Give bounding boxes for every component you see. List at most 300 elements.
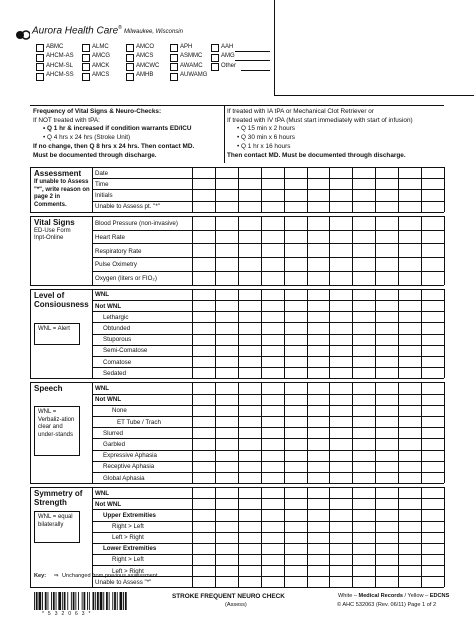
grid-entry-cell[interactable] [216, 488, 237, 497]
grid-entry-cell[interactable] [216, 346, 237, 355]
grid-entry-cell[interactable] [216, 577, 237, 586]
grid-entry-cell[interactable] [399, 510, 420, 519]
grid-entry-cell[interactable] [308, 244, 329, 256]
grid-entry-cell[interactable] [330, 406, 351, 415]
grid-entry-cell[interactable] [239, 488, 260, 497]
grid-entry-cell[interactable] [399, 428, 420, 437]
grid-entry-cell[interactable] [353, 217, 374, 229]
grid-entry-cell[interactable] [330, 168, 351, 177]
grid-entry-cell[interactable] [353, 290, 374, 299]
grid-entry-cell[interactable] [262, 406, 283, 415]
grid-entry-cell[interactable] [422, 417, 443, 426]
grid-entry-cell[interactable] [422, 488, 443, 497]
grid-entry-cell[interactable] [422, 566, 443, 575]
grid-entry-cell[interactable] [216, 217, 237, 229]
grid-entry-cell[interactable] [262, 244, 283, 256]
grid-entry-cell[interactable] [353, 451, 374, 460]
grid-entry-cell[interactable] [376, 244, 397, 256]
grid-entry-cell[interactable] [422, 231, 443, 243]
grid-entry-cell[interactable] [285, 346, 306, 355]
grid-entry-cell[interactable] [216, 555, 237, 564]
facility-checkbox[interactable] [82, 54, 90, 62]
grid-entry-cell[interactable] [422, 499, 443, 508]
grid-entry-cell[interactable] [399, 577, 420, 586]
grid-entry-cell[interactable] [330, 357, 351, 366]
grid-entry-cell[interactable] [330, 346, 351, 355]
grid-entry-cell[interactable] [308, 346, 329, 355]
grid-entry-cell[interactable] [285, 473, 306, 482]
grid-entry-cell[interactable] [376, 522, 397, 531]
grid-entry-cell[interactable] [376, 462, 397, 471]
grid-entry-cell[interactable] [399, 566, 420, 575]
grid-entry-cell[interactable] [399, 217, 420, 229]
grid-entry-cell[interactable] [239, 290, 260, 299]
grid-entry-cell[interactable] [193, 510, 214, 519]
grid-entry-cell[interactable] [216, 323, 237, 332]
grid-entry-cell[interactable] [308, 488, 329, 497]
grid-entry-cell[interactable] [239, 357, 260, 366]
grid-entry-cell[interactable] [330, 555, 351, 564]
grid-entry-cell[interactable] [239, 499, 260, 508]
grid-entry-cell[interactable] [285, 522, 306, 531]
grid-entry-cell[interactable] [376, 179, 397, 188]
grid-entry-cell[interactable] [399, 522, 420, 531]
grid-entry-cell[interactable] [285, 272, 306, 284]
grid-entry-cell[interactable] [422, 522, 443, 531]
grid-entry-cell[interactable] [353, 357, 374, 366]
grid-entry-cell[interactable] [285, 439, 306, 448]
grid-entry-cell[interactable] [285, 406, 306, 415]
grid-entry-cell[interactable] [285, 244, 306, 256]
grid-entry-cell[interactable] [353, 395, 374, 404]
grid-entry-cell[interactable] [193, 312, 214, 321]
grid-entry-cell[interactable] [239, 577, 260, 586]
grid-entry-cell[interactable] [193, 368, 214, 377]
grid-entry-cell[interactable] [399, 202, 420, 211]
grid-entry-cell[interactable] [262, 510, 283, 519]
grid-entry-cell[interactable] [308, 383, 329, 392]
grid-entry-cell[interactable] [308, 417, 329, 426]
grid-entry-cell[interactable] [353, 510, 374, 519]
grid-entry-cell[interactable] [308, 566, 329, 575]
grid-entry-cell[interactable] [376, 555, 397, 564]
grid-entry-cell[interactable] [330, 323, 351, 332]
grid-entry-cell[interactable] [376, 168, 397, 177]
grid-entry-cell[interactable] [239, 544, 260, 553]
grid-entry-cell[interactable] [262, 488, 283, 497]
grid-entry-cell[interactable] [399, 473, 420, 482]
grid-entry-cell[interactable] [216, 335, 237, 344]
grid-entry-cell[interactable] [239, 395, 260, 404]
grid-entry-cell[interactable] [193, 190, 214, 199]
grid-entry-cell[interactable] [239, 462, 260, 471]
grid-entry-cell[interactable] [193, 231, 214, 243]
grid-entry-cell[interactable] [262, 451, 283, 460]
grid-entry-cell[interactable] [193, 417, 214, 426]
grid-entry-cell[interactable] [239, 217, 260, 229]
grid-entry-cell[interactable] [308, 312, 329, 321]
facility-checkbox[interactable] [170, 54, 178, 62]
grid-entry-cell[interactable] [308, 522, 329, 531]
grid-entry-cell[interactable] [308, 406, 329, 415]
grid-entry-cell[interactable] [262, 301, 283, 310]
grid-entry-cell[interactable] [399, 488, 420, 497]
grid-entry-cell[interactable] [353, 428, 374, 437]
grid-entry-cell[interactable] [422, 544, 443, 553]
grid-entry-cell[interactable] [353, 202, 374, 211]
facility-checkbox[interactable] [170, 44, 178, 52]
grid-entry-cell[interactable] [193, 290, 214, 299]
grid-entry-cell[interactable] [193, 462, 214, 471]
grid-entry-cell[interactable] [285, 451, 306, 460]
grid-entry-cell[interactable] [330, 499, 351, 508]
grid-entry-cell[interactable] [330, 462, 351, 471]
grid-entry-cell[interactable] [308, 577, 329, 586]
grid-entry-cell[interactable] [308, 323, 329, 332]
grid-entry-cell[interactable] [399, 258, 420, 270]
facility-checkbox[interactable] [126, 54, 134, 62]
grid-entry-cell[interactable] [216, 451, 237, 460]
grid-entry-cell[interactable] [353, 272, 374, 284]
grid-entry-cell[interactable] [353, 312, 374, 321]
grid-entry-cell[interactable] [422, 346, 443, 355]
grid-entry-cell[interactable] [353, 190, 374, 199]
grid-entry-cell[interactable] [376, 323, 397, 332]
grid-entry-cell[interactable] [262, 462, 283, 471]
grid-entry-cell[interactable] [262, 428, 283, 437]
grid-entry-cell[interactable] [376, 301, 397, 310]
grid-entry-cell[interactable] [353, 499, 374, 508]
grid-entry-cell[interactable] [376, 190, 397, 199]
grid-entry-cell[interactable] [353, 179, 374, 188]
grid-entry-cell[interactable] [376, 406, 397, 415]
grid-entry-cell[interactable] [285, 290, 306, 299]
grid-entry-cell[interactable] [193, 577, 214, 586]
grid-entry-cell[interactable] [239, 522, 260, 531]
grid-entry-cell[interactable] [239, 406, 260, 415]
grid-entry-cell[interactable] [216, 406, 237, 415]
grid-entry-cell[interactable] [422, 323, 443, 332]
grid-entry-cell[interactable] [330, 428, 351, 437]
facility-checkbox[interactable] [36, 63, 44, 71]
facility-checkbox[interactable] [211, 54, 219, 62]
grid-entry-cell[interactable] [239, 312, 260, 321]
grid-entry-cell[interactable] [193, 346, 214, 355]
grid-entry-cell[interactable] [193, 544, 214, 553]
grid-entry-cell[interactable] [193, 244, 214, 256]
grid-entry-cell[interactable] [193, 217, 214, 229]
grid-entry-cell[interactable] [216, 190, 237, 199]
grid-entry-cell[interactable] [262, 439, 283, 448]
grid-entry-cell[interactable] [353, 258, 374, 270]
grid-entry-cell[interactable] [262, 555, 283, 564]
facility-write-in-line[interactable] [241, 70, 270, 71]
grid-entry-cell[interactable] [422, 335, 443, 344]
grid-entry-cell[interactable] [239, 510, 260, 519]
grid-entry-cell[interactable] [262, 202, 283, 211]
grid-entry-cell[interactable] [399, 368, 420, 377]
grid-entry-cell[interactable] [262, 217, 283, 229]
grid-entry-cell[interactable] [422, 312, 443, 321]
grid-entry-cell[interactable] [216, 428, 237, 437]
grid-entry-cell[interactable] [285, 488, 306, 497]
grid-entry-cell[interactable] [193, 428, 214, 437]
grid-entry-cell[interactable] [308, 301, 329, 310]
grid-entry-cell[interactable] [285, 577, 306, 586]
grid-entry-cell[interactable] [285, 301, 306, 310]
grid-entry-cell[interactable] [262, 179, 283, 188]
grid-entry-cell[interactable] [239, 428, 260, 437]
grid-entry-cell[interactable] [216, 272, 237, 284]
grid-entry-cell[interactable] [353, 566, 374, 575]
grid-entry-cell[interactable] [399, 383, 420, 392]
grid-entry-cell[interactable] [239, 473, 260, 482]
grid-entry-cell[interactable] [399, 231, 420, 243]
grid-entry-cell[interactable] [376, 488, 397, 497]
grid-entry-cell[interactable] [308, 533, 329, 542]
grid-entry-cell[interactable] [239, 323, 260, 332]
grid-entry-cell[interactable] [262, 533, 283, 542]
grid-entry-cell[interactable] [285, 368, 306, 377]
grid-entry-cell[interactable] [262, 473, 283, 482]
grid-entry-cell[interactable] [285, 544, 306, 553]
grid-entry-cell[interactable] [376, 473, 397, 482]
grid-entry-cell[interactable] [330, 417, 351, 426]
grid-entry-cell[interactable] [239, 179, 260, 188]
grid-entry-cell[interactable] [193, 357, 214, 366]
grid-entry-cell[interactable] [216, 566, 237, 575]
grid-entry-cell[interactable] [308, 290, 329, 299]
grid-entry-cell[interactable] [193, 451, 214, 460]
grid-entry-cell[interactable] [285, 510, 306, 519]
grid-entry-cell[interactable] [376, 290, 397, 299]
grid-entry-cell[interactable] [330, 231, 351, 243]
grid-entry-cell[interactable] [193, 272, 214, 284]
facility-checkbox[interactable] [82, 44, 90, 52]
grid-entry-cell[interactable] [422, 190, 443, 199]
grid-entry-cell[interactable] [376, 312, 397, 321]
grid-entry-cell[interactable] [216, 258, 237, 270]
facility-checkbox[interactable] [36, 73, 44, 81]
grid-entry-cell[interactable] [308, 335, 329, 344]
grid-entry-cell[interactable] [216, 395, 237, 404]
grid-entry-cell[interactable] [376, 510, 397, 519]
grid-entry-cell[interactable] [422, 473, 443, 482]
grid-entry-cell[interactable] [262, 417, 283, 426]
grid-entry-cell[interactable] [216, 301, 237, 310]
grid-entry-cell[interactable] [193, 566, 214, 575]
grid-entry-cell[interactable] [330, 258, 351, 270]
grid-entry-cell[interactable] [262, 577, 283, 586]
grid-entry-cell[interactable] [285, 179, 306, 188]
facility-checkbox[interactable] [170, 63, 178, 71]
grid-entry-cell[interactable] [376, 428, 397, 437]
facility-checkbox[interactable] [211, 63, 219, 71]
grid-entry-cell[interactable] [353, 488, 374, 497]
grid-entry-cell[interactable] [193, 555, 214, 564]
grid-entry-cell[interactable] [285, 190, 306, 199]
grid-entry-cell[interactable] [353, 244, 374, 256]
grid-entry-cell[interactable] [308, 168, 329, 177]
facility-checkbox[interactable] [126, 44, 134, 52]
grid-entry-cell[interactable] [330, 179, 351, 188]
grid-entry-cell[interactable] [399, 346, 420, 355]
grid-entry-cell[interactable] [285, 231, 306, 243]
grid-entry-cell[interactable] [216, 290, 237, 299]
grid-entry-cell[interactable] [399, 533, 420, 542]
grid-entry-cell[interactable] [399, 406, 420, 415]
grid-entry-cell[interactable] [330, 395, 351, 404]
grid-entry-cell[interactable] [399, 244, 420, 256]
grid-entry-cell[interactable] [422, 244, 443, 256]
grid-entry-cell[interactable] [376, 357, 397, 366]
grid-entry-cell[interactable] [330, 217, 351, 229]
grid-entry-cell[interactable] [285, 217, 306, 229]
grid-entry-cell[interactable] [422, 290, 443, 299]
grid-entry-cell[interactable] [262, 346, 283, 355]
grid-entry-cell[interactable] [308, 368, 329, 377]
grid-entry-cell[interactable] [330, 335, 351, 344]
grid-entry-cell[interactable] [193, 473, 214, 482]
grid-entry-cell[interactable] [216, 522, 237, 531]
grid-entry-cell[interactable] [330, 510, 351, 519]
grid-entry-cell[interactable] [330, 488, 351, 497]
grid-entry-cell[interactable] [193, 488, 214, 497]
facility-checkbox[interactable] [126, 73, 134, 81]
grid-entry-cell[interactable] [308, 462, 329, 471]
grid-entry-cell[interactable] [239, 368, 260, 377]
grid-entry-cell[interactable] [262, 258, 283, 270]
grid-entry-cell[interactable] [422, 577, 443, 586]
grid-entry-cell[interactable] [239, 451, 260, 460]
grid-entry-cell[interactable] [262, 357, 283, 366]
grid-entry-cell[interactable] [308, 499, 329, 508]
grid-entry-cell[interactable] [422, 179, 443, 188]
grid-entry-cell[interactable] [285, 533, 306, 542]
grid-entry-cell[interactable] [353, 555, 374, 564]
grid-entry-cell[interactable] [330, 368, 351, 377]
grid-entry-cell[interactable] [216, 168, 237, 177]
grid-entry-cell[interactable] [262, 544, 283, 553]
grid-entry-cell[interactable] [216, 202, 237, 211]
grid-entry-cell[interactable] [422, 428, 443, 437]
grid-entry-cell[interactable] [399, 179, 420, 188]
grid-entry-cell[interactable] [285, 566, 306, 575]
grid-entry-cell[interactable] [330, 383, 351, 392]
grid-entry-cell[interactable] [239, 272, 260, 284]
grid-entry-cell[interactable] [330, 577, 351, 586]
grid-entry-cell[interactable] [422, 258, 443, 270]
grid-entry-cell[interactable] [193, 258, 214, 270]
grid-entry-cell[interactable] [399, 439, 420, 448]
grid-entry-cell[interactable] [262, 323, 283, 332]
grid-entry-cell[interactable] [285, 323, 306, 332]
grid-entry-cell[interactable] [330, 244, 351, 256]
grid-entry-cell[interactable] [376, 202, 397, 211]
grid-entry-cell[interactable] [308, 231, 329, 243]
grid-entry-cell[interactable] [422, 383, 443, 392]
grid-entry-cell[interactable] [308, 202, 329, 211]
grid-entry-cell[interactable] [285, 202, 306, 211]
grid-entry-cell[interactable] [422, 406, 443, 415]
grid-entry-cell[interactable] [239, 168, 260, 177]
grid-entry-cell[interactable] [262, 190, 283, 199]
grid-entry-cell[interactable] [308, 510, 329, 519]
grid-entry-cell[interactable] [262, 368, 283, 377]
grid-entry-cell[interactable] [285, 168, 306, 177]
grid-entry-cell[interactable] [239, 383, 260, 392]
grid-entry-cell[interactable] [330, 301, 351, 310]
grid-entry-cell[interactable] [422, 368, 443, 377]
grid-entry-cell[interactable] [216, 533, 237, 542]
grid-entry-cell[interactable] [353, 231, 374, 243]
grid-entry-cell[interactable] [399, 451, 420, 460]
grid-entry-cell[interactable] [216, 357, 237, 366]
facility-checkbox[interactable] [82, 63, 90, 71]
grid-entry-cell[interactable] [330, 522, 351, 531]
grid-entry-cell[interactable] [353, 346, 374, 355]
grid-entry-cell[interactable] [239, 533, 260, 542]
grid-entry-cell[interactable] [193, 323, 214, 332]
grid-entry-cell[interactable] [353, 473, 374, 482]
grid-entry-cell[interactable] [308, 190, 329, 199]
grid-entry-cell[interactable] [239, 346, 260, 355]
grid-entry-cell[interactable] [422, 272, 443, 284]
facility-checkbox[interactable] [36, 44, 44, 52]
grid-entry-cell[interactable] [285, 395, 306, 404]
grid-entry-cell[interactable] [239, 301, 260, 310]
grid-entry-cell[interactable] [399, 417, 420, 426]
grid-entry-cell[interactable] [308, 395, 329, 404]
grid-entry-cell[interactable] [262, 383, 283, 392]
grid-entry-cell[interactable] [399, 168, 420, 177]
grid-entry-cell[interactable] [376, 566, 397, 575]
grid-entry-cell[interactable] [262, 231, 283, 243]
grid-entry-cell[interactable] [216, 179, 237, 188]
grid-entry-cell[interactable] [308, 555, 329, 564]
grid-entry-cell[interactable] [285, 383, 306, 392]
facility-write-in-line[interactable] [235, 51, 270, 52]
grid-entry-cell[interactable] [422, 533, 443, 542]
grid-entry-cell[interactable] [216, 473, 237, 482]
grid-entry-cell[interactable] [239, 258, 260, 270]
grid-entry-cell[interactable] [376, 231, 397, 243]
grid-entry-cell[interactable] [330, 473, 351, 482]
facility-checkbox[interactable] [126, 63, 134, 71]
grid-entry-cell[interactable] [308, 179, 329, 188]
grid-entry-cell[interactable] [330, 312, 351, 321]
grid-entry-cell[interactable] [193, 406, 214, 415]
grid-entry-cell[interactable] [193, 533, 214, 542]
grid-entry-cell[interactable] [216, 462, 237, 471]
grid-entry-cell[interactable] [285, 335, 306, 344]
grid-entry-cell[interactable] [376, 368, 397, 377]
grid-entry-cell[interactable] [285, 417, 306, 426]
grid-entry-cell[interactable] [330, 544, 351, 553]
grid-entry-cell[interactable] [399, 190, 420, 199]
grid-entry-cell[interactable] [353, 335, 374, 344]
grid-entry-cell[interactable] [330, 202, 351, 211]
grid-entry-cell[interactable] [262, 272, 283, 284]
grid-entry-cell[interactable] [376, 544, 397, 553]
grid-entry-cell[interactable] [422, 357, 443, 366]
grid-entry-cell[interactable] [353, 368, 374, 377]
grid-entry-cell[interactable] [262, 168, 283, 177]
grid-entry-cell[interactable] [308, 428, 329, 437]
grid-entry-cell[interactable] [308, 217, 329, 229]
grid-entry-cell[interactable] [399, 272, 420, 284]
grid-entry-cell[interactable] [239, 231, 260, 243]
